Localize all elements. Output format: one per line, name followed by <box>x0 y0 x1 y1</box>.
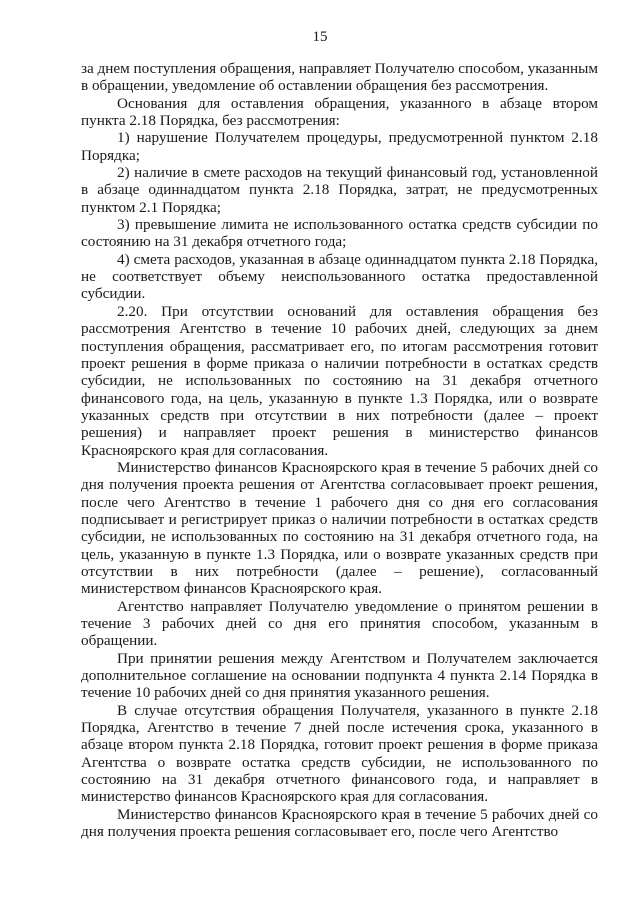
paragraph: Агентство направляет Получателю уведомление о принятом решении в течение 3 рабочих дней со дня его принятия способом, указанным в обращении. <box>81 597 598 650</box>
page-number: 15 <box>312 29 328 45</box>
paragraph: При принятии решения между Агентством и Получателем заключается дополнительное соглашение на основании подпункта 4 пункта 2.14 Порядка в течение 10 рабочих дней со дня принятия указанного решения. <box>81 649 598 702</box>
document-body <box>81 60 598 840</box>
paragraph-clause-2-20: 2.20. При отсутствии оснований для оставления обращения без рассмотрения Агентство в течение 10 рабочих дней, следующих за днем поступления обращения, рассматривает его, по итогам рассмотрения готовит проект решения в форме приказа о наличии потребности в остатках средств субсидии, не использованных по состоянию на 31 декабря отчетного финансового года, на цель, указанную в пункте 1.3 Порядка, или о возврате указанных средств при отсутствии в них потребности (далее – проект решения) и направляет проект решения в министерство финансов Красноярского края для согласования. <box>81 302 598 459</box>
list-item: 1) нарушение Получателем процедуры, предусмотренной пунктом 2.18 Порядка; <box>81 129 598 164</box>
paragraph: Министерство финансов Красноярского края в течение 5 рабочих дней со дня получения проекта решения согласовывает его, после чего Агентство <box>81 805 598 841</box>
paragraph: за днем поступления обращения, направляет Получателю способом, указанным в обращении, уведомление об оставлении обращения без рассмотрения. <box>81 60 598 95</box>
list-item: 2) наличие в смете расходов на текущий финансовый год, установленной в абзаце одиннадцатом пункта 2.18 Порядка, затрат, не предусмотренных пунктом 2.1 Порядка; <box>81 164 598 216</box>
list-item: 3) превышение лимита не использованного остатка средств субсидии по состоянию на 31 декабря отчетного года; <box>81 216 598 251</box>
paragraph: Министерство финансов Красноярского края в течение 5 рабочих дней со дня получения проекта решения от Агентства согласовывает проект решения, после чего Агентство в течение 1 рабочего дня со дня его согласования подписывает и регистрирует приказ о наличии потребности в остатках средств субсидии, не использованных по состоянию на 31 декабря отчетного года, на цель, указанную в пункте 1.3 Порядка, или о возврате указанных средств при отсутствии в них потребности (далее – решение), согласованный министерством финансов Красноярского края. <box>81 458 598 598</box>
paragraph: Основания для оставления обращения, указанного в абзаце втором пункта 2.18 Порядка, без рассмотрения: <box>81 94 598 130</box>
list-item: 4) смета расходов, указанная в абзаце одиннадцатом пункта 2.18 Порядка, не соответствует объему неиспользованного остатка предоставленной субсидии. <box>81 250 598 303</box>
paragraph: В случае отсутствия обращения Получателя, указанного в пункте 2.18 Порядка, Агентство в течение 7 дней после истечения срока, указанного в абзаце втором пункта 2.18 Порядка, готовит проект решения в форме приказа Агентства о возврате остатка средств субсидии, не использованного по состоянию на 31 декабря отчетного финансового года, и направляет в министерство финансов Красноярского края для согласования. <box>81 701 598 806</box>
